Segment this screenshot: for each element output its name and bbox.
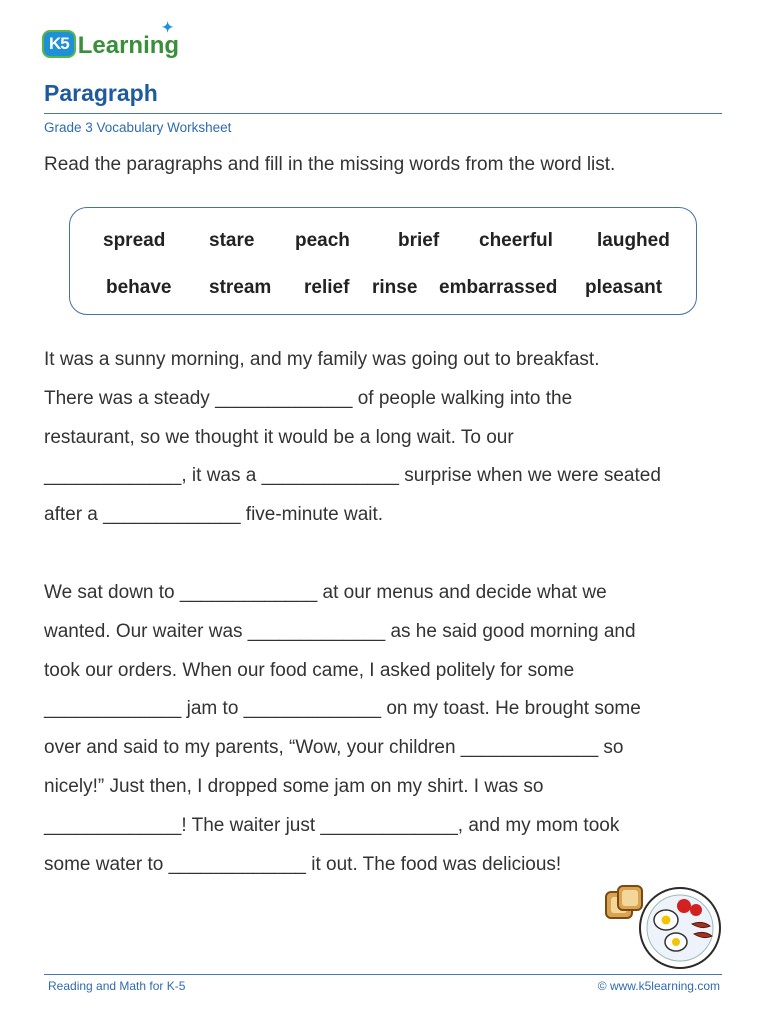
paragraph-line: wanted. Our waiter was _____________ as he said good morning and — [44, 620, 636, 642]
word-list-item: stare — [209, 230, 255, 251]
word-list-item: relief — [304, 277, 350, 298]
word-list-item: rinse — [372, 277, 418, 298]
word-list-item: laughed — [597, 230, 670, 251]
word-list-item: pleasant — [585, 277, 663, 298]
footer-tagline: Reading and Math for K-5 — [48, 979, 186, 993]
star-icon: ✦ — [161, 19, 174, 35]
word-list-item: embarrassed — [439, 277, 558, 298]
logo-word-text: Learning — [77, 32, 180, 59]
word-list-item: stream — [209, 277, 272, 298]
word-list-item: peach — [295, 230, 350, 251]
toast-center — [622, 890, 638, 906]
tomato-icon — [690, 904, 702, 916]
title-divider — [44, 113, 722, 114]
footer-copyright: © www.k5learning.com — [597, 979, 720, 993]
word-list-item: spread — [103, 230, 166, 251]
paragraph-line: restaurant, so we thought it would be a long wait. To our — [44, 426, 514, 448]
paragraph-line: over and said to my parents, “Wow, your children _____________ so — [44, 737, 624, 759]
breakfast-plate-illustration — [600, 880, 725, 970]
egg-yolk-icon — [672, 938, 680, 946]
word-list-item: brief — [398, 230, 440, 251]
paragraph-line: _____________, it was a _____________ surprise when we were seated — [44, 465, 661, 487]
page-title: Paragraph — [44, 80, 158, 106]
paragraph-line: It was a sunny morning, and my family was going out to breakfast. — [44, 349, 600, 370]
worksheet-subtitle: Grade 3 Vocabulary Worksheet — [44, 120, 232, 135]
instructions: Read the paragraphs and fill in the missing words from the word list. — [44, 154, 616, 175]
word-list-item: cheerful — [479, 230, 553, 251]
paragraph-line: _____________ jam to _____________ on my toast. He brought some — [44, 698, 641, 720]
paragraph-line: some water to _____________ it out. The food was delicious! — [44, 853, 562, 875]
logo-k5-badge: K5 — [42, 30, 76, 58]
paragraph-line: nicely!” Just then, I dropped some jam on my shirt. I was so — [44, 775, 544, 797]
k5-learning-logo — [42, 14, 179, 58]
paragraph-line: We sat down to _____________ at our menus and decide what we — [44, 582, 607, 603]
egg-yolk-icon — [662, 916, 671, 925]
paragraph-line: after a _____________ five-minute wait. — [44, 504, 384, 526]
logo-wordmark — [77, 19, 180, 59]
paragraph-2 — [44, 574, 734, 884]
word-list-item: behave — [106, 277, 172, 298]
paragraph-line: _____________! The waiter just _____________, and my mom took — [44, 814, 620, 836]
footer-divider — [44, 974, 722, 975]
paragraph-line: There was a steady _____________ of people walking into the — [44, 387, 573, 409]
tomato-icon — [677, 899, 691, 913]
paragraph-line: took our orders. When our food came, I asked politely for some — [44, 659, 575, 681]
paragraph-1 — [44, 341, 734, 535]
